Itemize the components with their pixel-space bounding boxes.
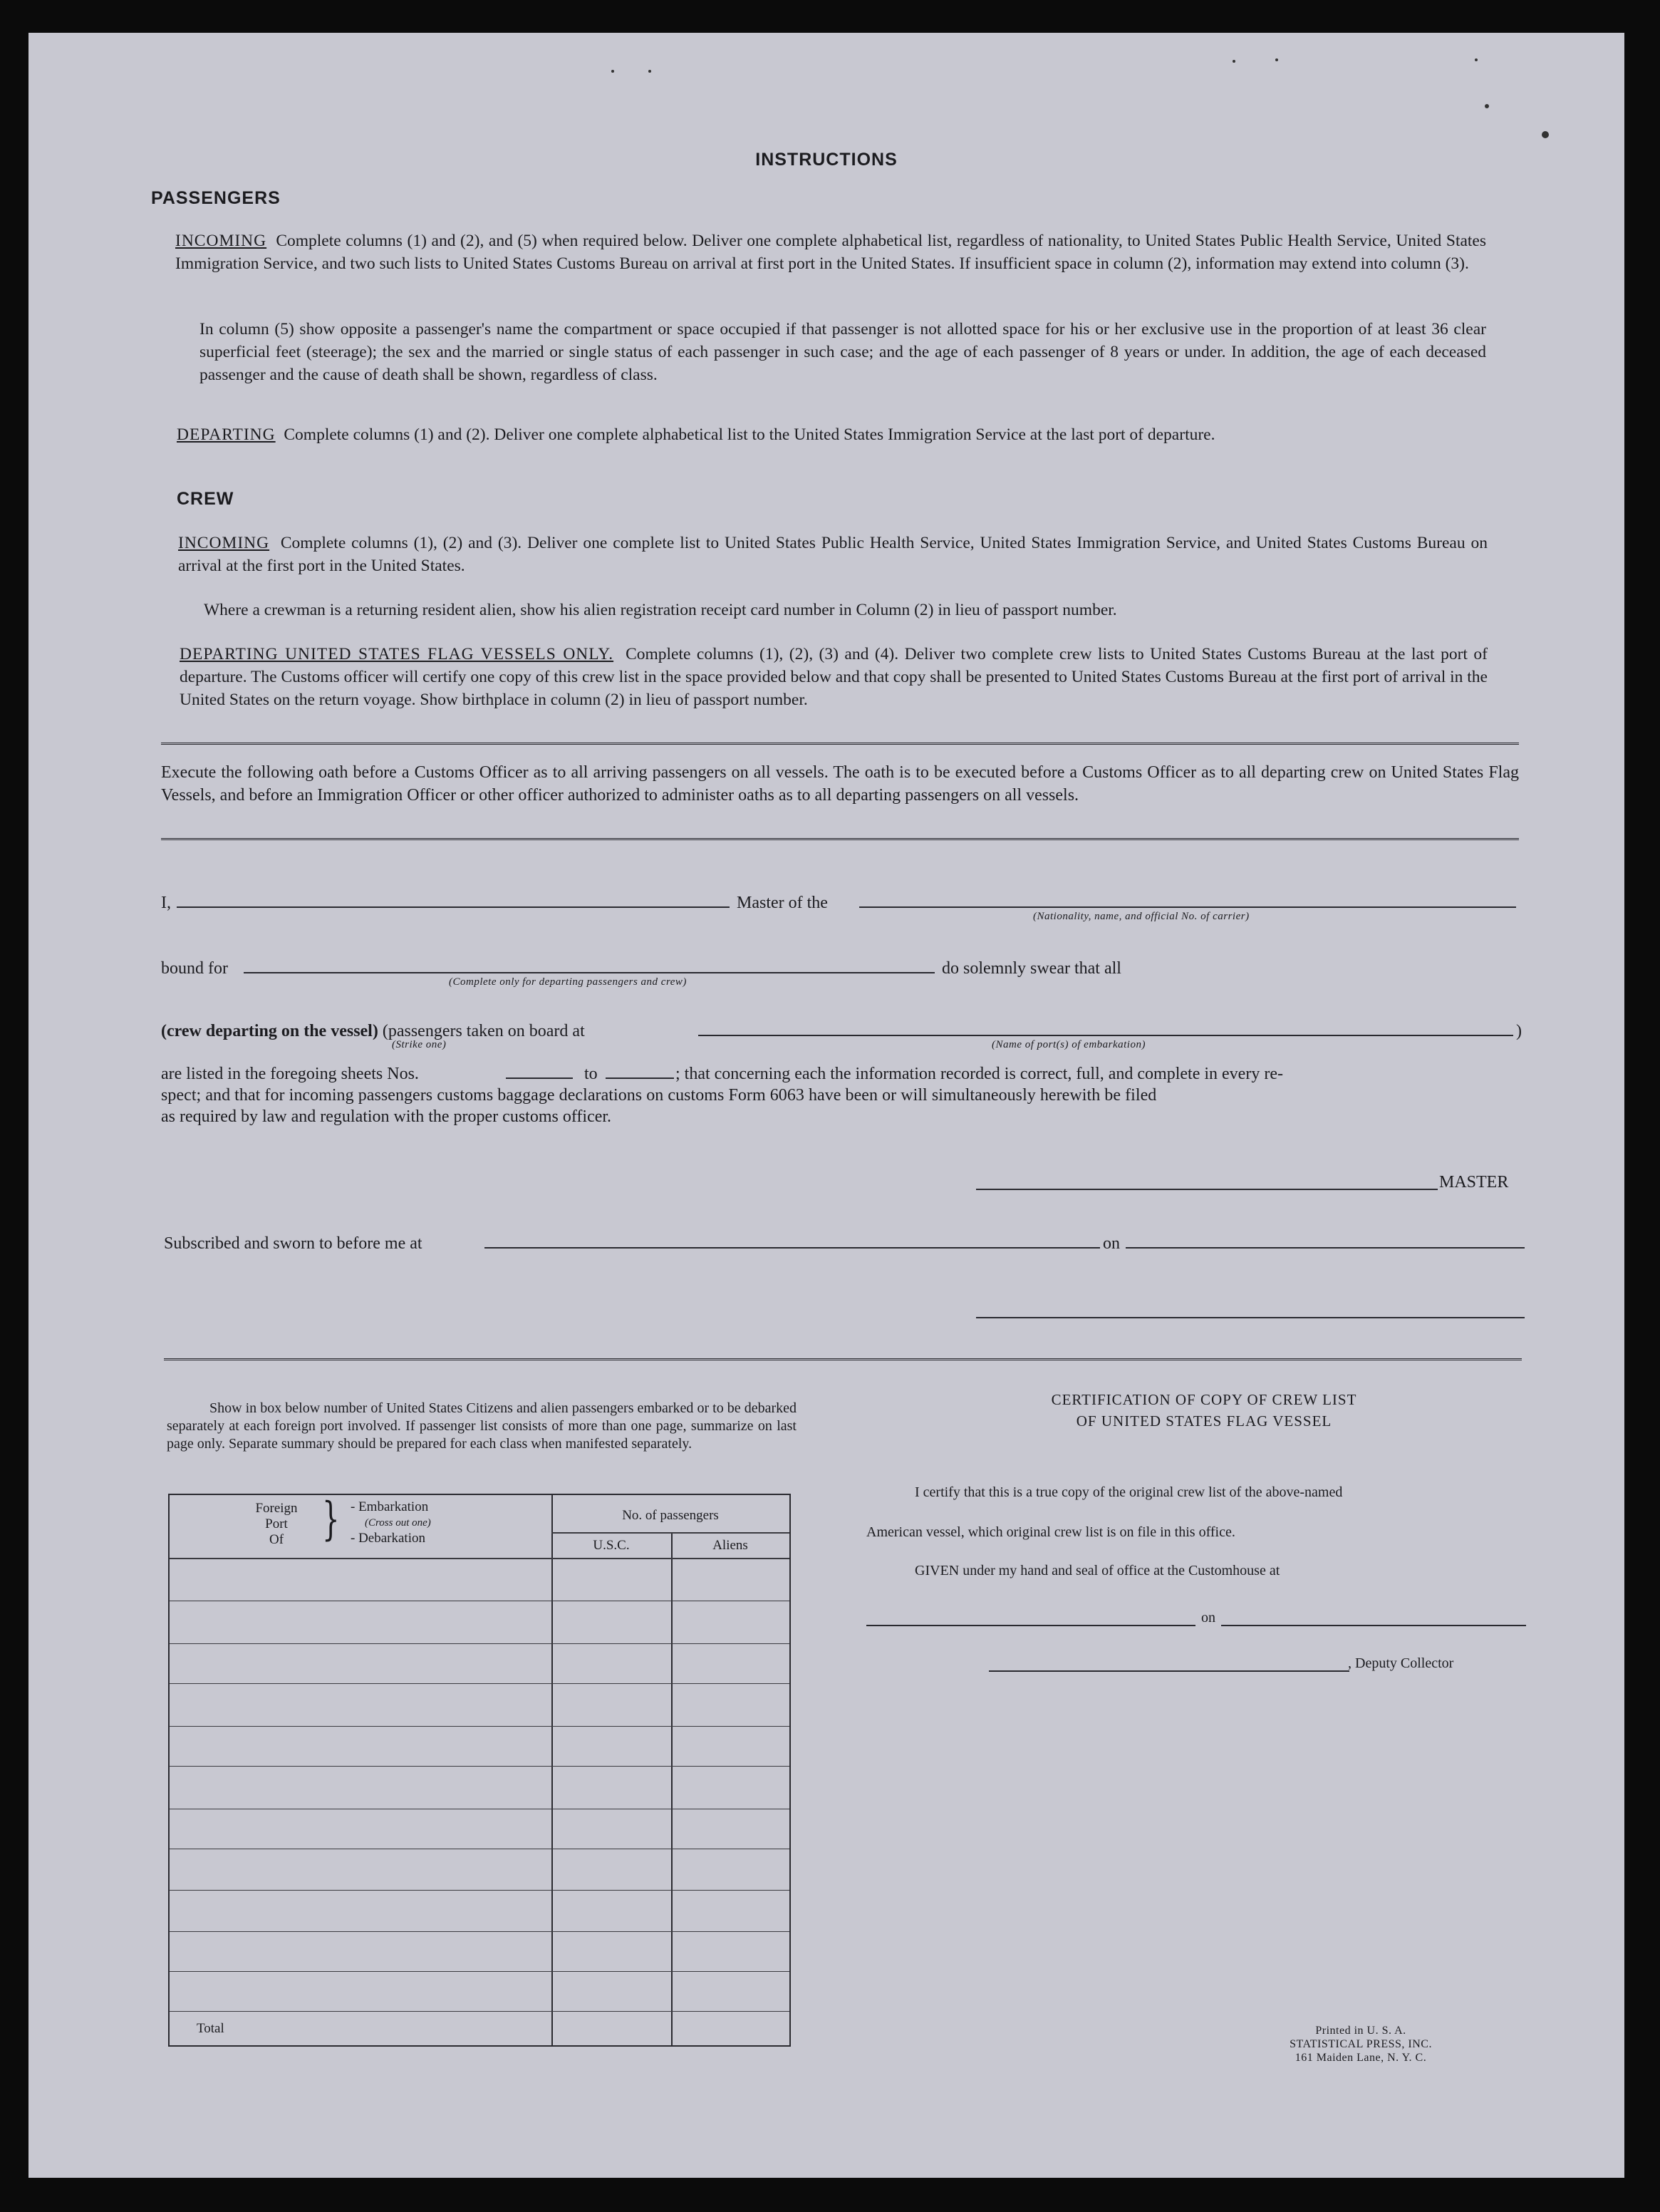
- subscribed-label: Subscribed and sworn to before me at: [164, 1234, 422, 1253]
- oath-line-3: as required by law and regulation with the proper customs officer.: [161, 1107, 612, 1126]
- customhouse-field[interactable]: [866, 1625, 1195, 1626]
- deputy-collector-signature-field[interactable]: [989, 1670, 1349, 1672]
- certification-heading-2: OF UNITED STATES FLAG VESSEL: [1076, 1412, 1332, 1430]
- passengers-departing-text: Complete columns (1) and (2). Deliver one complete alphabetical list to the United States Immigration Service at the last port of departure.: [284, 425, 1215, 444]
- divider-rule: [164, 1358, 1522, 1363]
- passengers-column5-paragraph: In column (5) show opposite a passenger's name the compartment or space occupied if that passenger is not allotted space for his or her exclusive use in the proportion of at least 36 clear superficial feet (steerage); the sex and the married or single status of each passenger in such case; and the age of each passenger of 8 years or under. In addition, the age of each deceased passenger and the cause of death shall be shown, regardless of class.: [199, 320, 1486, 384]
- bound-for-label: bound for: [161, 959, 228, 978]
- cross-out-caption: (Cross out one): [365, 1517, 431, 1529]
- certification-text-1: I certify that this is a true copy of the original crew list of the above-named: [915, 1484, 1343, 1500]
- certification-heading-1: CERTIFICATION OF COPY OF CREW LIST: [1051, 1391, 1357, 1408]
- listed-to-label: to: [584, 1065, 598, 1083]
- deputy-collector-label: , Deputy Collector: [1348, 1655, 1454, 1671]
- embarkation-field[interactable]: [698, 1035, 1513, 1036]
- table-row-line: [170, 1766, 789, 1767]
- certification-date-field[interactable]: [1221, 1625, 1526, 1626]
- crew-incoming-label: INCOMING: [178, 534, 270, 552]
- passengers-incoming-paragraph: [175, 229, 1486, 275]
- printer-line-2: STATISTICAL PRESS, INC.: [1290, 2038, 1432, 2050]
- crew-departing-paragraph: [180, 643, 1488, 711]
- divider-rule: [161, 838, 1519, 842]
- master-of-the-label: Master of the: [737, 894, 828, 912]
- bound-caption: (Complete only for departing passengers and crew): [449, 976, 687, 988]
- bound-for-field[interactable]: [244, 972, 935, 973]
- subscribed-place-field[interactable]: [484, 1247, 1100, 1249]
- no-passengers-header: No. of passengers: [622, 1508, 719, 1523]
- crew-resident-paragraph: Where a crewman is a returning resident alien, show his alien registration receipt card number in Column (2) in lieu of passport number.: [204, 601, 1117, 619]
- foreign-header: Foreign: [255, 1501, 298, 1516]
- total-label: Total: [197, 2021, 224, 2036]
- usc-header: U.S.C.: [593, 1538, 630, 1553]
- scan-speck: [1475, 58, 1478, 61]
- scan-speck: [648, 70, 651, 73]
- divider-rule: [161, 743, 1519, 747]
- subscribed-on-label: on: [1103, 1234, 1120, 1253]
- crew-incoming-paragraph: [178, 532, 1488, 577]
- of-header: Of: [269, 1532, 284, 1547]
- carrier-field[interactable]: [859, 906, 1516, 908]
- oath-i-label: I,: [161, 894, 171, 912]
- crew-passengers-line: [161, 1020, 585, 1042]
- oath-line-2: spect; and that for incoming passengers customs baggage declarations on customs Form 6063 have been or will simultaneously herewith be filed: [161, 1086, 1157, 1105]
- printer-line-3: 161 Maiden Lane, N. Y. C.: [1295, 2052, 1427, 2064]
- document-page: [28, 33, 1624, 2178]
- table-column-divider: [671, 1534, 673, 2045]
- sheet-from-field[interactable]: [506, 1077, 573, 1079]
- table-header-divider: [551, 1532, 789, 1534]
- certification-text-2: American vessel, which original crew list is on file in this office.: [866, 1524, 1235, 1540]
- listed-label-b: ; that concerning each the information recorded is correct, full, and complete in every re-: [675, 1065, 1283, 1083]
- certification-text-3: GIVEN under my hand and seal of office at the Customhouse at: [915, 1563, 1280, 1578]
- passengers-departing-paragraph: [177, 423, 1486, 446]
- crew-departing-text: Complete columns (1), (2), (3) and (4). Deliver two complete crew lists to United States Customs Bureau at the last port of departure. The Customs officer will certify one copy of this crew list in the space provided below and that copy shall be presented to United States Customs Bureau at the first port of arrival in the United States on the return voyage. Show birthplace in column (2) in lieu of passport number.: [180, 645, 1488, 709]
- listed-label-a: are listed in the foregoing sheets Nos.: [161, 1065, 419, 1083]
- passengers-heading: PASSENGERS: [151, 188, 281, 208]
- scan-speck: [1233, 60, 1235, 63]
- table-row-line: [170, 1726, 789, 1727]
- table-row-line: [170, 1643, 789, 1644]
- scan-speck: [1275, 58, 1278, 61]
- passengers-taken-option: (passengers taken on board at: [382, 1022, 585, 1040]
- table-row-line: [170, 1683, 789, 1684]
- port-header: Port: [265, 1516, 288, 1531]
- printer-line-1: Printed in U. S. A.: [1315, 2025, 1406, 2037]
- swear-text: do solemnly swear that all: [942, 959, 1121, 978]
- crew-heading: CREW: [177, 489, 234, 509]
- table-header-divider: [170, 1558, 789, 1559]
- close-paren: ): [1516, 1022, 1522, 1040]
- brace-icon: }: [322, 1493, 340, 1546]
- certification-on-label: on: [1201, 1610, 1215, 1626]
- table-row-line: [170, 2011, 789, 2012]
- crew-departing-label: DEPARTING UNITED STATES FLAG VESSELS ONLY.: [180, 645, 614, 663]
- passengers-incoming-label: INCOMING: [175, 232, 267, 250]
- crew-incoming-text: Complete columns (1), (2) and (3). Deliver one complete list to United States Public Health Service, United States Immigration Service, and United States Customs Bureau on arrival at the first port in the United States.: [178, 534, 1488, 575]
- carrier-caption: (Nationality, name, and official No. of carrier): [1033, 911, 1250, 922]
- officer-signature-field[interactable]: [976, 1317, 1525, 1318]
- passenger-summary-table: [168, 1494, 791, 2047]
- debarkation-header: - Debarkation: [351, 1531, 425, 1546]
- scan-speck: [611, 70, 614, 73]
- subscribed-date-field[interactable]: [1126, 1247, 1525, 1249]
- strike-caption: (Strike one): [392, 1039, 447, 1050]
- table-row-line: [170, 1971, 789, 1972]
- page-title: INSTRUCTIONS: [755, 150, 898, 170]
- table-row-line: [170, 1890, 789, 1891]
- scan-speck: [1485, 104, 1489, 108]
- embarkation-caption: (Name of port(s) of embarkation): [992, 1039, 1146, 1050]
- crew-departing-option: (crew departing on the vessel): [161, 1022, 378, 1040]
- table-row-line: [170, 1931, 789, 1932]
- master-name-field[interactable]: [177, 906, 730, 908]
- master-signature-field[interactable]: [976, 1189, 1438, 1190]
- sheet-to-field[interactable]: [606, 1077, 674, 1079]
- embarkation-header: - Embarkation: [351, 1499, 429, 1514]
- summary-instruction: Show in box below number of United States Citizens and alien passengers embarked or to be debarked separately at each foreign port involved. If passenger list consists of more than one page, summarize on last page only. Separate summary should be prepared for each class when manifested separately.: [167, 1400, 797, 1452]
- master-signature-label: MASTER: [1439, 1173, 1509, 1192]
- aliens-header: Aliens: [712, 1538, 748, 1553]
- oath-instruction: Execute the following oath before a Customs Officer as to all arriving passengers on all vessels. The oath is to be executed before a Customs Officer as to all departing crew on United States Flag Vessels, and before an Immigration Officer or other officer authorized to administer oaths as to all departing passengers on all vessels.: [161, 763, 1519, 805]
- scan-speck: [1542, 131, 1549, 138]
- table-column-divider: [551, 1495, 553, 2045]
- passengers-incoming-text: Complete columns (1) and (2), and (5) when required below. Deliver one complete alphabetical list, regardless of nationality, to United States Public Health Service, United States Immigration Service, and two such lists to United States Customs Bureau on arrival at first port in the United States. If insufficient space in column (2), information may extend into column (3).: [175, 232, 1487, 273]
- passengers-departing-label: DEPARTING: [177, 425, 276, 444]
